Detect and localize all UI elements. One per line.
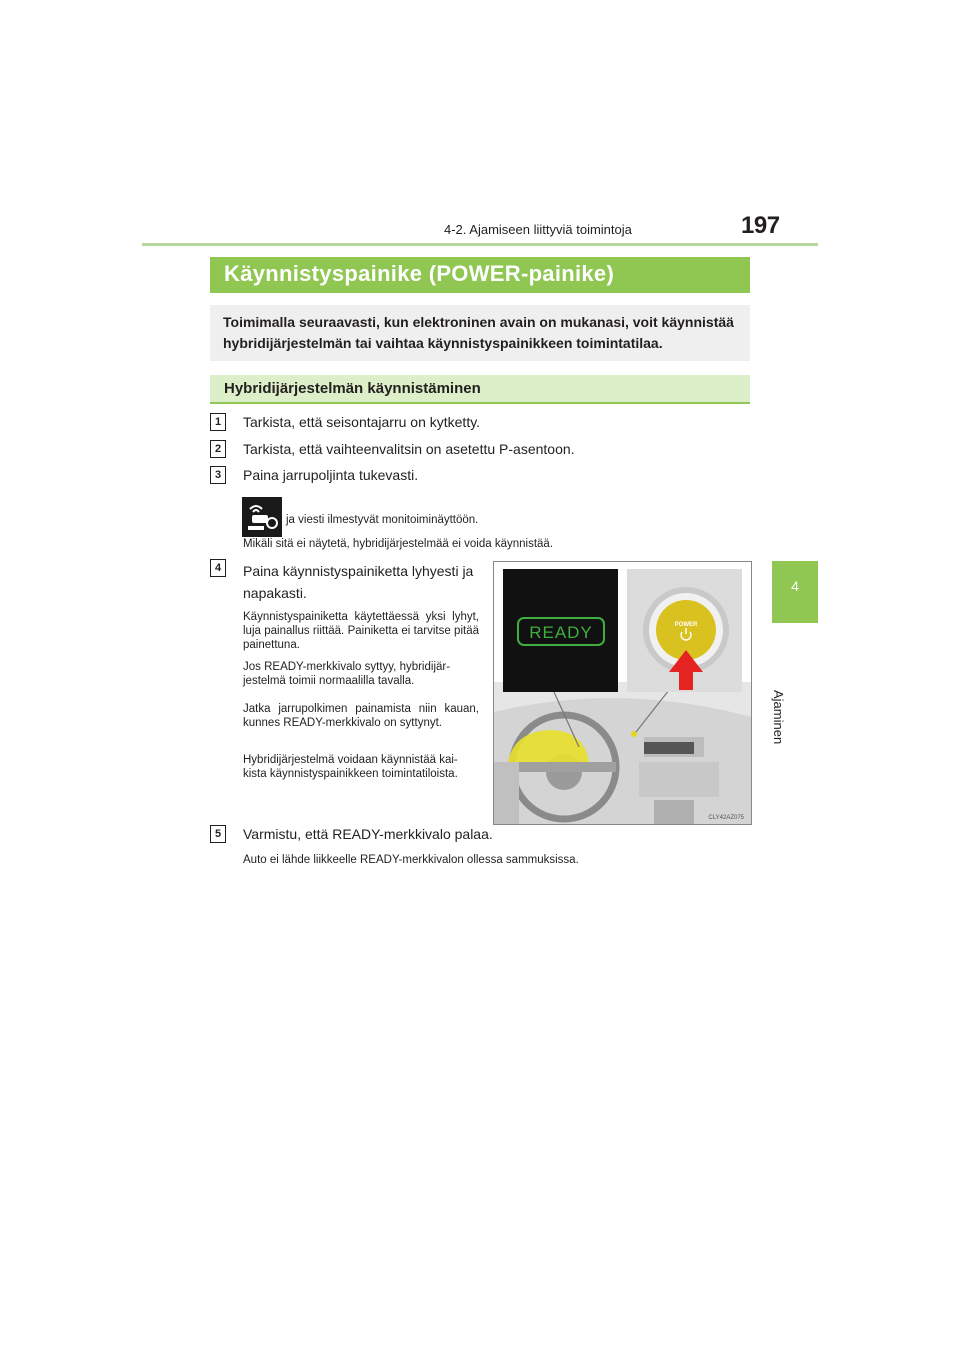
key-brake-indicator-icon [242,497,282,537]
step-number-3: 3 [210,466,226,484]
header-divider [142,243,818,246]
illustration-code: CLY42AZ075 [708,815,744,821]
page-title: Käynnistyspainike (POWER-painike) [224,261,615,286]
power-label: POWER [674,622,698,628]
step-note-4d: Hybridijärjestelmä voidaan käynnistää kai-kista käynnistyspainikkeen toimintatiloista. [243,754,458,780]
step-note-4b: Jos READY-merkkivalo syttyy, hybridijär-jestelmä toimii normaalilla tavalla. [243,661,451,687]
step-text-5: Varmistu, että READY-merkkivalo palaa. [243,826,493,842]
step-number-4: 4 [210,559,226,577]
step-note-4a: Käynnistyspainiketta käytettäessä yksi lyhyt, luja painallus riittää. Painiketta ei tarvitse pitää painettuna. [243,611,479,651]
subheading: Hybridijärjestelmän käynnistäminen [224,380,481,397]
step-number-2: 2 [210,440,226,458]
chapter-label: Ajaminen [771,690,786,745]
step-note-5: Auto ei lähde liikkeelle READY-merkkivalon ollessa sammuksissa. [243,854,579,866]
page-number: 197 [741,212,780,239]
chapter-number: 4 [791,578,799,594]
power-button-illustration [493,561,752,825]
step-text-3: Paina jarrupoljinta tukevasti. [243,467,419,483]
step-number-5: 5 [210,825,226,843]
step-note-3: Mikäli sitä ei näytetä, hybridijärjestelmää ei voida käynnistää. [243,538,554,550]
intro-text: Toimimalla seuraavasti, kun elektroninen avain on mukanasi, voit käynnistää hybridijärjestelmän tai vaihtaa käynnistyspainikkeen toimintatilaa. [223,314,734,351]
ready-indicator: READY [529,623,593,642]
step-note-4c: Jatka jarrupolkimen painamista niin kauan, kunnes READY-merkkivalo on syttynyt. [243,703,479,729]
step-number-1: 1 [210,413,226,431]
icon-note: ja viesti ilmestyvät monitoiminäyttöön. [286,514,479,526]
chapter-label-wrapper [771,630,805,745]
step-text-1: Tarkista, että seisontajarru on kytketty. [243,414,481,430]
section-header: 4-2. Ajamiseen liittyviä toimintoja [444,222,632,237]
step-text-2: Tarkista, että vaihteenvalitsin on asetettu P-asentoon. [243,441,575,457]
step-text-4: Paina käynnistyspainiketta lyhyesti ja napakasti. [243,563,474,601]
